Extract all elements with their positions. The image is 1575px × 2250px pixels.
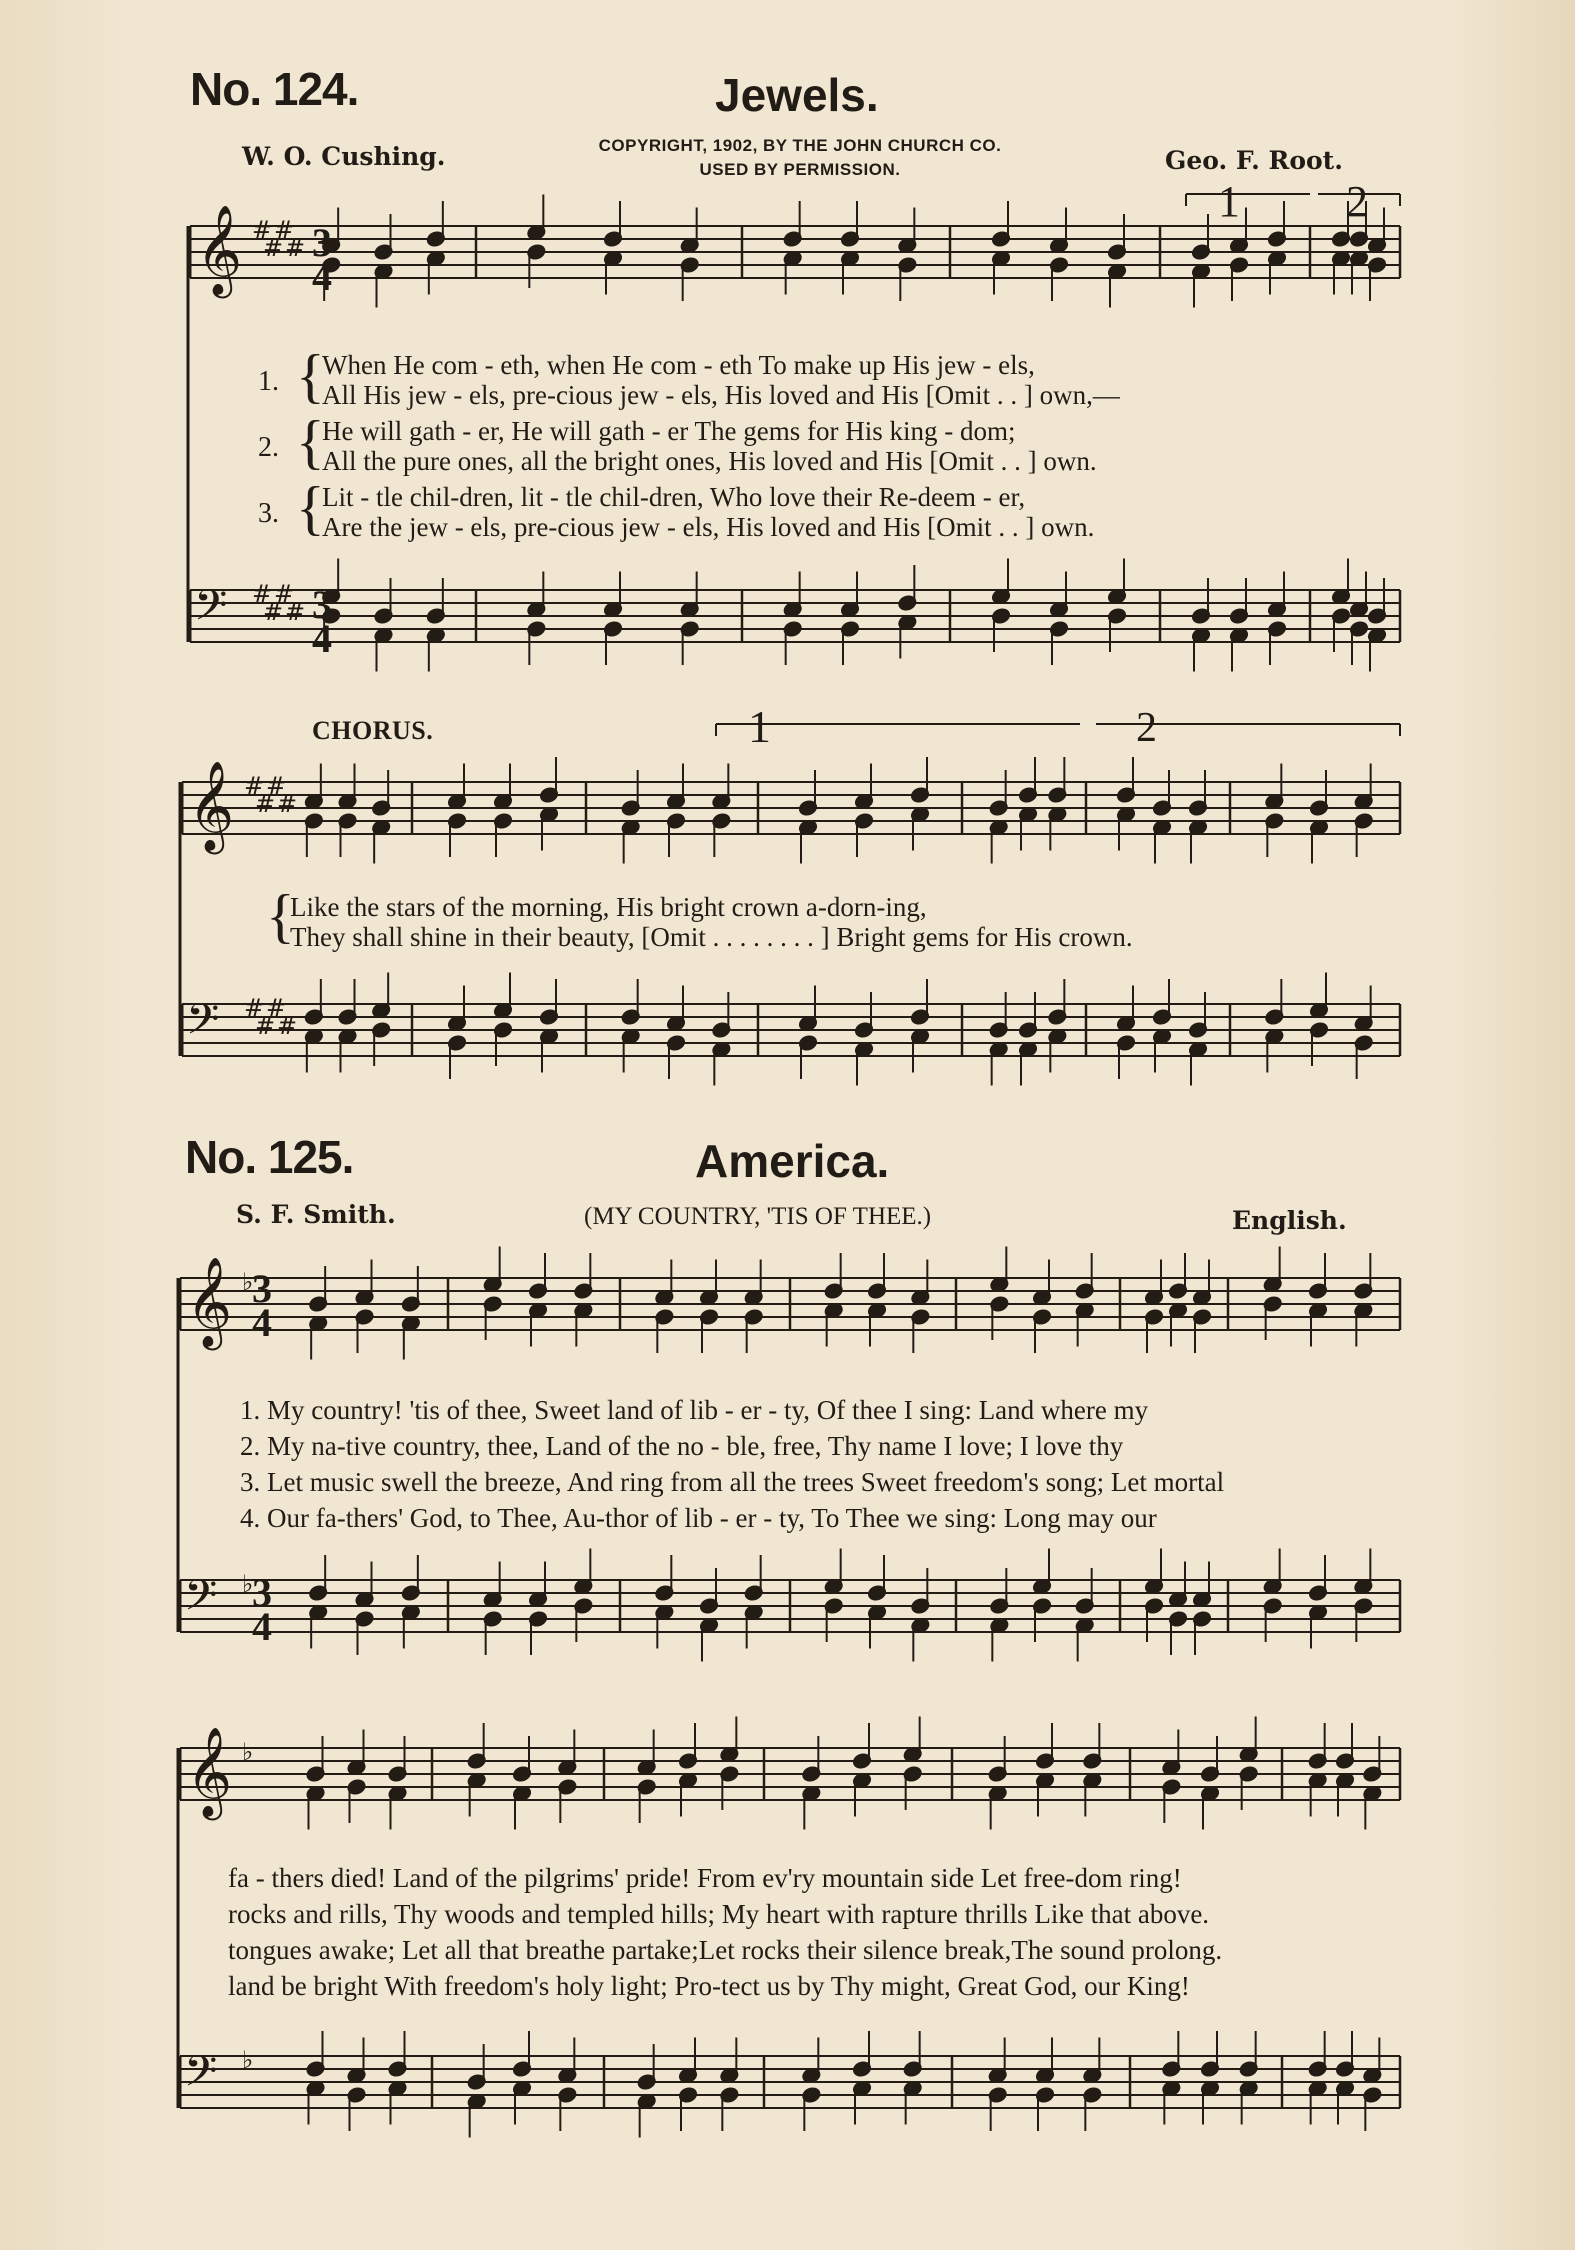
verse-line: land be bright With freedom's holy light; Pro-tect us by Thy might, Great God, our King! xyxy=(228,1971,1190,2001)
verse-number: 1. xyxy=(258,366,279,397)
hymn-125-verses-part-2 xyxy=(228,1860,1222,2004)
bass-clef: 𝄢 xyxy=(194,581,228,641)
flat-sign: ♭ xyxy=(242,1268,254,1296)
treble-clef: 𝄞 xyxy=(186,1257,233,1347)
chorus-ending-1-label: 1 xyxy=(748,701,771,752)
time-sig-top: 3 xyxy=(312,582,332,627)
verse-line: All the pure ones, all the bright ones, His loved and His [Omit . . ] own. xyxy=(322,446,1097,476)
time-sig-bottom: 4 xyxy=(312,616,332,661)
verse-line: Are the jew - els, pre-cious jew - els, His loved and His [Omit . . ] own. xyxy=(322,512,1095,542)
verse-line: 2. My na-tive country, thee, Land of the no - ble, free, Thy name I love; I love thy xyxy=(240,1431,1124,1461)
sharp-sign: # xyxy=(277,790,298,818)
verse-line: 3. Let music swell the breeze, And ring from all the trees Sweet freedom's song; Let mortal xyxy=(240,1467,1225,1497)
flat-sign: ♭ xyxy=(242,2046,254,2074)
time-sig-bottom: 4 xyxy=(312,254,332,299)
bass-clef: 𝄢 xyxy=(186,995,220,1055)
verse-line: Lit - tle chil-dren, lit - tle chil-dren, Who love their Re-deem - er, xyxy=(322,482,1026,512)
hymn-124-copyright xyxy=(540,134,1060,182)
sharp-sign: # xyxy=(263,234,284,262)
bass-clef: 𝄢 xyxy=(184,1571,218,1631)
time-signature xyxy=(252,1266,272,1345)
time-sig-top: 3 xyxy=(252,1570,272,1615)
hymn-125-verses-part-1 xyxy=(240,1392,1224,1536)
bass-clef: 𝄢 xyxy=(184,2047,218,2107)
time-signature-bass xyxy=(312,582,332,661)
time-signature-bass xyxy=(252,1570,272,1649)
sharp-sign: # xyxy=(277,1012,298,1040)
time-signature xyxy=(312,220,332,299)
verse-number: 2. xyxy=(258,432,279,463)
verse-line: All His jew - els, pre-cious jew - els, His loved and His [Omit . . ] own,— xyxy=(322,380,1120,410)
verse-line: He will gath - er, He will gath - er The gems for His king - dom; xyxy=(322,416,1016,446)
time-sig-bottom: 4 xyxy=(252,1300,272,1345)
sharp-sign: # xyxy=(252,580,273,608)
hymn-125-title: America. xyxy=(695,1135,890,1187)
sharp-sign: # xyxy=(266,994,287,1022)
hymn-124-number: No. 124. xyxy=(190,63,359,115)
hymn-125-composer: English. xyxy=(1232,1206,1347,1235)
hymn-125-subtitle: (MY COUNTRY, 'TIS OF THEE.) xyxy=(584,1203,932,1230)
treble-clef: 𝄞 xyxy=(186,1727,233,1817)
sharp-sign: # xyxy=(274,216,295,244)
ending-2-label: 2 xyxy=(1346,177,1368,226)
hymn-124-title: Jewels. xyxy=(715,69,879,121)
chorus-line: They shall shine in their beauty, [Omit . . . . . . . . ] Bright gems for His crown. xyxy=(290,922,1133,952)
brace: { xyxy=(266,883,295,949)
time-sig-bottom: 4 xyxy=(252,1604,272,1649)
verse-number: 3. xyxy=(258,498,279,529)
verse-line: 1. My country! 'tis of thee, Sweet land of lib - er - ty, Of thee I sing: Land where my xyxy=(240,1395,1149,1425)
sharp-sign: # xyxy=(285,234,306,262)
sharp-sign: # xyxy=(285,598,306,626)
verse-line: tongues awake; Let all that breathe partake;Let rocks their silence break,The sound prolong. xyxy=(228,1935,1223,1965)
time-sig-top: 3 xyxy=(252,1266,272,1311)
copyright-line: COPYRIGHT, 1902, BY THE JOHN CHURCH CO. xyxy=(598,136,1002,155)
verse-line: fa - thers died! Land of the pilgrims' pride! From ev'ry mountain side Let free-dom ring! xyxy=(228,1863,1182,1893)
sharp-sign: # xyxy=(263,598,284,626)
sharp-sign: # xyxy=(244,772,265,800)
hymn-124-composer: Geo. F. Root. xyxy=(1165,146,1343,175)
sharp-sign: # xyxy=(255,1012,276,1040)
sharp-sign: # xyxy=(244,994,265,1022)
chorus-label: CHORUS. xyxy=(312,716,434,745)
brace: { xyxy=(296,475,325,541)
hymn-125-author: S. F. Smith. xyxy=(236,1200,396,1229)
sharp-sign: # xyxy=(266,772,287,800)
chorus-line: Like the stars of the morning, His bright crown a-dorn-ing, xyxy=(290,892,927,922)
sharp-sign: # xyxy=(252,216,273,244)
treble-clef: 𝄞 xyxy=(188,761,235,851)
verse-line: rocks and rills, Thy woods and templed hills; My heart with rapture thrills Like that above. xyxy=(228,1899,1210,1929)
verse-line: 4. Our fa-thers' God, to Thee, Au-thor of lib - er - ty, To Thee we sing: Long may our xyxy=(240,1503,1157,1533)
verse-line: When He com - eth, when He com - eth To make up His jew - els, xyxy=(322,350,1035,380)
treble-clef: 𝄞 xyxy=(196,205,243,295)
hymn-125-number: No. 125. xyxy=(185,1131,354,1183)
sharp-sign: # xyxy=(274,580,295,608)
flat-sign: ♭ xyxy=(242,1738,254,1766)
ending-1-label: 1 xyxy=(1218,177,1240,226)
brace: { xyxy=(296,409,325,475)
sharp-sign: # xyxy=(255,790,276,818)
flat-sign: ♭ xyxy=(242,1570,254,1598)
permission-line: USED BY PERMISSION. xyxy=(699,160,901,179)
brace: { xyxy=(296,343,325,409)
hymn-124-author: W. O. Cushing. xyxy=(242,142,446,171)
chorus-ending-2-label: 2 xyxy=(1136,705,1157,751)
time-sig-top: 3 xyxy=(312,220,332,265)
